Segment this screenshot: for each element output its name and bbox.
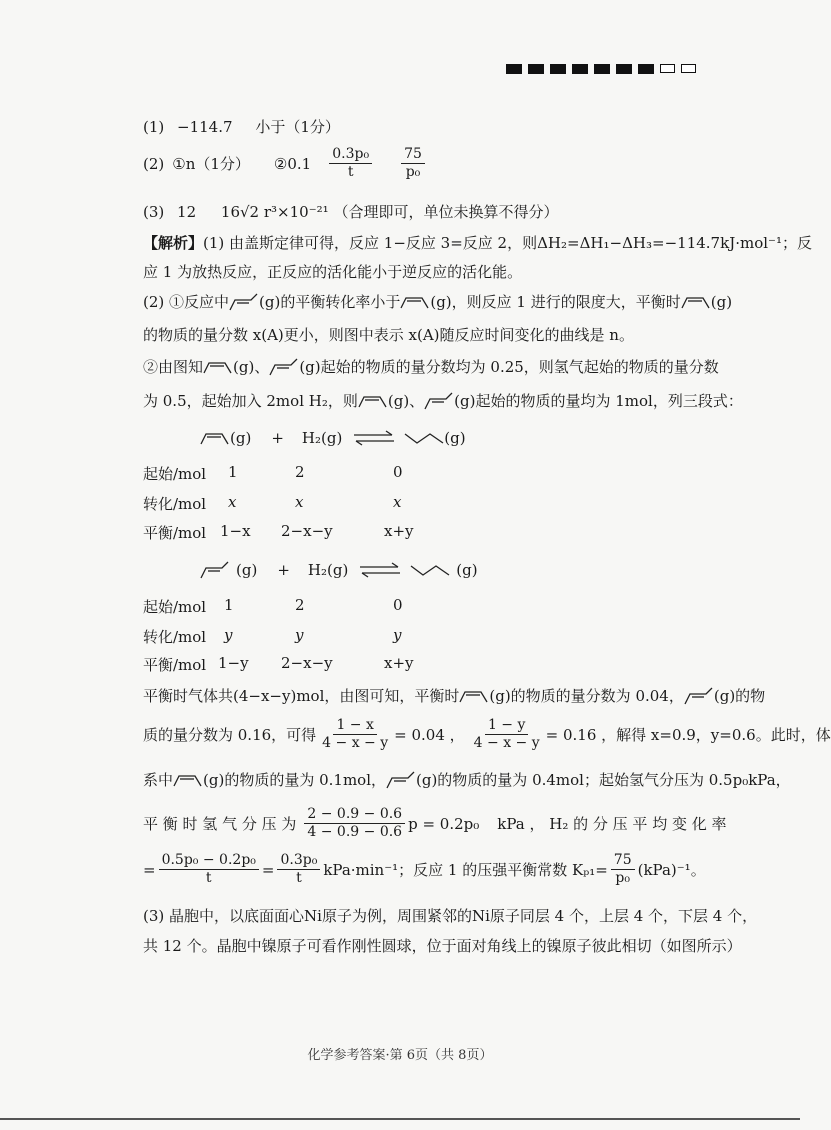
part3-line-2: 共 12 个。晶胞中镍原子可看作刚性圆球，位于面对角线上的镍原子彼此相切（如图所示） (143, 937, 742, 955)
butyne-icon (400, 292, 430, 312)
calc-frac-1 (319, 717, 391, 752)
p3a-3: (g)起始的物质的量分数均为 0.25，则氢气起始的物质的量分数 (299, 358, 719, 376)
r1-reactant-g: (g) (230, 429, 252, 447)
q2-frac2-num: 75 (401, 146, 425, 164)
reaction-1-equation (200, 428, 466, 448)
bottom-divider (0, 1118, 800, 1120)
p3b-1: 为 0.5，起始加入 2mol H₂，则 (143, 392, 358, 410)
calc-line-3 (143, 769, 791, 790)
calc-l5-1: kPa·min⁻¹；反应 1 的压强平衡常数 Kₚ₁= (323, 861, 608, 879)
q2-fraction-2 (401, 146, 425, 181)
q3-note: （合理即可，单位未换算不得分） (333, 203, 559, 221)
p2a-1: (2) ①反应中 (143, 293, 230, 311)
calc-l2-eq1: = 0.04 ， (394, 726, 465, 744)
r2-product-g: (g) (456, 561, 478, 579)
cell-c: x (393, 493, 402, 511)
calc-frac-6 (611, 852, 635, 887)
frac-den: 4 − x − y (322, 735, 389, 751)
cell-c: x+y (384, 522, 414, 540)
calc-l5-eq2: = (261, 860, 275, 879)
calc-l3-3: (g)的物质的量为 0.4mol；起始氢气分压为 0.5p₀kPa， (416, 771, 791, 789)
calc-line-2 (143, 717, 831, 752)
frac-num: 1 − x (333, 717, 376, 735)
cell-b: y (295, 626, 304, 644)
butadiene-icon (229, 292, 259, 312)
r2-h2: H₂(g) (307, 561, 349, 579)
butane-icon (404, 430, 444, 446)
analysis-line-p3b (143, 390, 743, 411)
butyne-icon (459, 686, 489, 706)
cell-a: x (228, 493, 237, 511)
calc-l5-eq: = (143, 860, 156, 879)
p3b-3: (g)起始的物质的量均为 1mol，列三段式： (454, 392, 743, 410)
empty-mark (681, 64, 696, 73)
q1-value: −114.7 (177, 118, 233, 136)
calc-l4-3: kPa ， H₂ 的 分 压 平 均 变 化 率 (497, 815, 727, 833)
row-label: 平衡/mol (143, 524, 207, 542)
calc-l1-3: (g)的物 (713, 687, 766, 705)
q1-label: (1) (143, 118, 165, 136)
q2-frac2-den: p₀ (405, 164, 421, 180)
calc-frac-5 (277, 852, 320, 887)
q3-value: 12 (177, 203, 197, 221)
analysis-p2b: 的物质的量分数 x(A)更小，则图中表示 x(A)随反应时间变化的曲线是 n。 (143, 326, 634, 344)
r2-plus: + (277, 561, 290, 579)
answer-3 (143, 201, 558, 222)
row-label: 转化/mol (143, 628, 207, 646)
calc-l4-2: p = 0.2p₀ (408, 814, 480, 833)
r1-product-g: (g) (444, 429, 466, 447)
filled-mark (528, 64, 544, 74)
cell-c: 0 (393, 463, 403, 481)
calc-line-4 (143, 806, 727, 841)
calc-line-5 (143, 852, 706, 887)
equilibrium-arrow-icon (352, 430, 396, 446)
calc-l4-1: 平 衡 时 氢 气 分 压 为 (143, 815, 297, 833)
filled-mark (616, 64, 632, 74)
reaction-2-equation (200, 560, 478, 580)
cell-b: 2−x−y (281, 522, 333, 540)
cell-b: 2−x−y (281, 654, 333, 672)
p3a-2: (g)、 (233, 358, 270, 376)
q2-frac1-den: t (347, 164, 354, 180)
analysis-title: 【解析】 (143, 234, 204, 252)
cell-a: y (224, 626, 233, 644)
butadiene-icon (684, 686, 714, 706)
frac-num: 0.5p₀ − 0.2p₀ (159, 852, 259, 870)
q3-label: (3) (143, 203, 165, 221)
filled-mark (572, 64, 588, 74)
cell-a: 1−y (218, 654, 249, 672)
q2-part2: ②0.1 (273, 154, 312, 173)
frac-num: 1 − y (485, 717, 528, 735)
calc-l1-2: (g)的物质的量分数为 0.04， (489, 687, 684, 705)
q2-label: (2) (143, 154, 165, 173)
page-footer: 化学参考答案·第 6页（共 8页） (307, 1048, 493, 1063)
answer-1 (143, 116, 340, 137)
p2a-4: (g) (710, 292, 733, 311)
q2-part1: ①n（1分） (172, 155, 250, 173)
r1-h2: H₂(g) (301, 429, 343, 447)
calc-l1-1: 平衡时气体共(4−x−y)mol，由图可知，平衡时 (143, 687, 460, 705)
cell-b: 2 (295, 596, 305, 614)
p3b-2: (g)、 (387, 392, 425, 410)
butyne-icon (203, 357, 233, 377)
r2-reactant-g: (g) (236, 561, 258, 579)
butadiene-icon (200, 560, 230, 580)
cell-c: x+y (384, 654, 414, 672)
q3-expr: 16√2 r³×10⁻²¹ (220, 203, 329, 221)
filled-mark (506, 64, 522, 74)
header-marks (506, 64, 696, 74)
q2-frac1-num: 0.3p₀ (329, 146, 372, 164)
q2-fraction-1 (329, 146, 372, 181)
p2a-2: (g)的平衡转化率小于 (259, 293, 401, 311)
part3-line-1: (3) 晶胞中，以底面面心Ni原子为例，周围紧邻的Ni原子同层 4 个，上层 4 个，下层 4 个， (143, 907, 758, 925)
filled-mark (638, 64, 654, 74)
analysis-line-p3a (143, 356, 719, 377)
cell-b: 2 (295, 463, 305, 481)
row-label: 起始/mol (143, 598, 207, 616)
analysis-line-1 (143, 232, 812, 253)
butyne-icon (200, 428, 230, 448)
butadiene-icon (424, 391, 454, 411)
analysis-p1a: (1) 由盖斯定律可得，反应 1−反应 3=反应 2，则ΔH₂=ΔH₁−ΔH₃=−114.7kJ·mol⁻¹；反 (203, 234, 812, 252)
frac-den: t (296, 870, 302, 886)
cell-a: 1−x (220, 522, 251, 540)
row-label: 起始/mol (143, 465, 207, 483)
butane-icon (410, 562, 450, 578)
calc-frac-4 (159, 852, 259, 887)
frac-num: 75 (611, 852, 635, 870)
calc-l3-1: 系中 (143, 771, 174, 789)
butyne-icon (681, 292, 711, 312)
row-label: 转化/mol (143, 495, 207, 513)
p2a-3: (g)，则反应 1 进行的限度大，平衡时 (430, 293, 681, 311)
frac-num: 2 − 0.9 − 0.6 (304, 806, 405, 824)
analysis-line-p2a (143, 291, 732, 312)
cell-b: x (295, 493, 304, 511)
cell-c: y (393, 626, 402, 644)
cell-a: 1 (224, 596, 234, 614)
filled-mark (594, 64, 610, 74)
butyne-icon (358, 391, 388, 411)
p3a-1: ②由图知 (143, 358, 204, 376)
answer-2 (143, 146, 428, 181)
frac-den: p₀ (615, 870, 630, 886)
cell-a: 1 (228, 463, 238, 481)
butadiene-icon (269, 357, 299, 377)
analysis-p1b: 应 1 为放热反应，正反应的活化能小于逆反应的活化能。 (143, 263, 523, 281)
calc-frac-3 (304, 806, 405, 841)
frac-den: 4 − 0.9 − 0.6 (307, 824, 403, 840)
frac-num: 0.3p₀ (277, 852, 320, 870)
q1-text: 小于（1分） (255, 118, 340, 136)
calc-l2-eq2: = 0.16 ，解得 x=0.9，y=0.6。此时，体 (545, 726, 831, 744)
frac-den: 4 − x − y (473, 735, 540, 751)
calc-frac-2 (471, 717, 543, 752)
calc-l3-2: (g)的物质的量为 0.1mol， (203, 771, 386, 789)
filled-mark (550, 64, 566, 74)
frac-den: t (205, 870, 212, 886)
butadiene-icon (386, 770, 416, 790)
r1-plus: + (271, 429, 284, 447)
equilibrium-arrow-icon (358, 562, 402, 578)
empty-mark (660, 64, 675, 73)
calc-l5-2: (kPa)⁻¹。 (637, 861, 706, 879)
calc-line-1 (143, 685, 765, 706)
butyne-icon (173, 770, 203, 790)
row-label: 平衡/mol (143, 656, 207, 674)
cell-c: 0 (393, 596, 403, 614)
calc-l2-1: 质的量分数为 0.16，可得 (143, 726, 317, 744)
